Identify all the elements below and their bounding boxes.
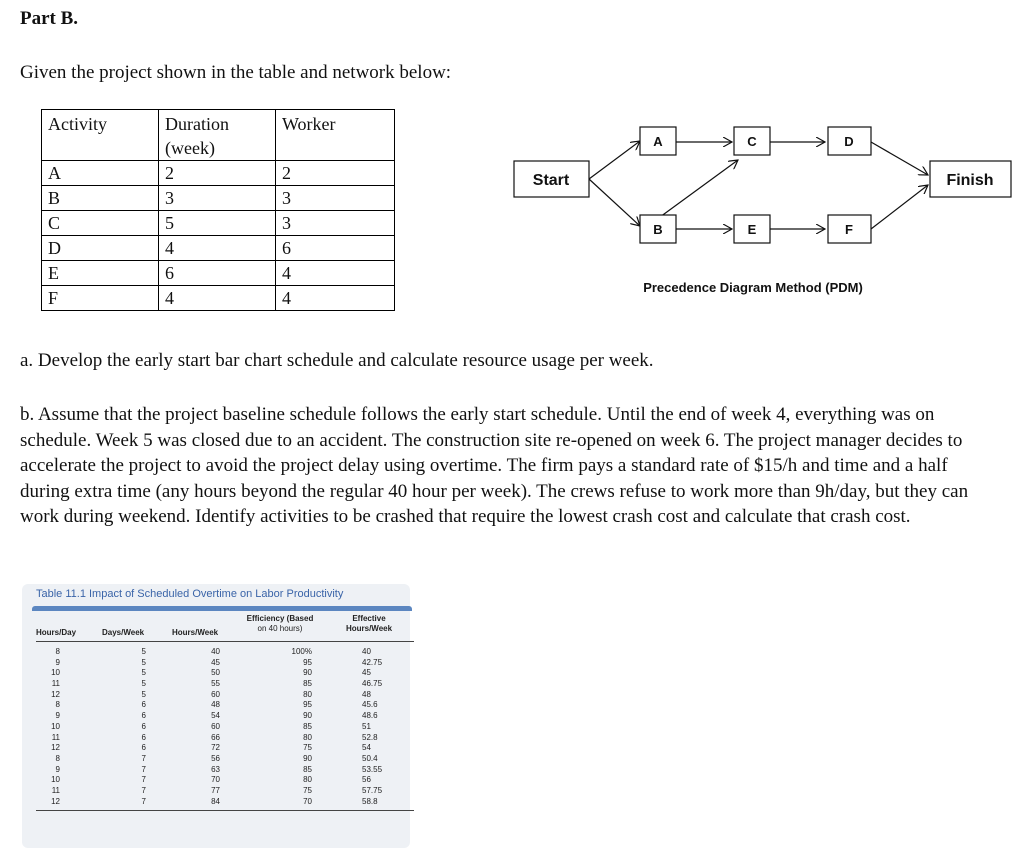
activity-table [41,109,395,311]
table-row [36,797,414,808]
cell-efficiency: 85 [303,679,312,689]
node-e-label: E [747,222,757,237]
cell-efficiency: 85 [303,764,312,774]
table-row [36,700,414,711]
cell-effective-hours: 45 [362,668,371,678]
cell-worker: 2 [276,161,395,186]
node-finish-label: Finish [946,172,994,189]
cell-efficiency: 75 [303,743,312,753]
cell-hours-week: 56 [211,753,220,763]
cell-hours-day: 12 [51,796,60,806]
cell-effective-hours: 51 [362,721,371,731]
cell-days-week: 5 [141,668,146,678]
cell-hours-week: 66 [211,732,220,742]
cell-efficiency: 85 [303,721,312,731]
table-row [42,211,395,236]
cell-days-week: 7 [141,796,146,806]
cell-hours-day: 9 [55,657,60,667]
cell-days-week: 6 [141,711,146,721]
cell-hours-day: 11 [51,785,60,795]
col-header-hours-day: Hours/Day [36,628,77,637]
header-rule [36,641,414,642]
activity-table-header [42,110,395,161]
table-body [36,647,414,807]
cell-efficiency: 90 [303,711,312,721]
col-header-efficiency-line1: Efficiency (Based [246,614,314,623]
cell-duration: 3 [159,186,276,211]
cell-duration: 4 [159,236,276,261]
node-c-label: C [747,134,757,149]
cell-duration: 5 [159,211,276,236]
header-duration [159,110,276,161]
cell-effective-hours: 40 [362,647,371,656]
cell-activity: D [42,236,159,261]
cell-days-week: 7 [141,764,146,774]
header-duration-line1: Duration [165,114,229,134]
table-row [36,668,414,679]
question-a: a. Develop the early start bar chart schedule and calculate resource usage per week. [20,350,654,371]
part-heading: Part B. [20,8,79,29]
cell-hours-week: 60 [211,689,220,699]
table-row [36,775,414,786]
cell-hours-day: 8 [55,753,60,763]
table-row [42,286,395,311]
cell-hours-week: 77 [211,785,220,795]
cell-worker: 6 [276,236,395,261]
table-accent-bar [32,606,412,611]
cell-hours-week: 55 [211,679,220,689]
cell-efficiency: 90 [303,753,312,763]
cell-efficiency: 70 [303,796,312,806]
table-caption: Table 11.1 Impact of Scheduled Overtime on Labor Productivity [36,588,344,600]
table-row [36,733,414,744]
cell-hours-week: 50 [211,668,220,678]
node-b-label: B [653,222,663,237]
cell-hours-week: 72 [211,743,220,753]
table-row [42,236,395,261]
cell-activity: C [42,211,159,236]
cell-duration: 2 [159,161,276,186]
node-f-label: F [845,222,853,237]
table-row [36,722,414,733]
table-row [36,711,414,722]
cell-effective-hours: 48 [362,689,371,699]
cell-days-week: 5 [141,689,146,699]
col-header-hours-week: Hours/Week [172,628,219,637]
cell-effective-hours: 42.75 [362,657,383,667]
cell-effective-hours: 45.6 [362,700,378,710]
cell-worker: 4 [276,261,395,286]
cell-hours-day: 8 [55,647,60,656]
cell-efficiency: 95 [303,700,312,710]
cell-days-week: 6 [141,732,146,742]
table-row [36,658,414,669]
cell-days-week: 6 [141,743,146,753]
header-worker: Worker [276,110,395,161]
cell-effective-hours: 46.75 [362,679,383,689]
footer-rule [36,810,414,811]
cell-efficiency: 80 [303,732,312,742]
cell-hours-day: 10 [51,668,60,678]
cell-hours-week: 48 [211,700,220,710]
col-header-efficiency-line2: on 40 hours) [257,624,303,633]
cell-effective-hours: 53.55 [362,764,383,774]
cell-effective-hours: 57.75 [362,785,383,795]
cell-hours-day: 12 [51,743,60,753]
cell-activity: F [42,286,159,311]
table-row [36,765,414,776]
cell-worker: 3 [276,186,395,211]
cell-hours-week: 54 [211,711,220,721]
cell-hours-day: 8 [55,700,60,710]
cell-hours-day: 9 [55,711,60,721]
cell-days-week: 6 [141,700,146,710]
cell-activity: B [42,186,159,211]
node-a-label: A [653,134,663,149]
cell-days-week: 7 [141,775,146,785]
cell-hours-week: 45 [211,657,220,667]
cell-hours-day: 11 [51,679,60,689]
col-header-efficiency [240,614,320,634]
cell-hours-week: 60 [211,721,220,731]
table-row [36,786,414,797]
node-d-label: D [844,134,854,149]
col-header-days-week: Days/Week [102,628,145,637]
cell-efficiency: 80 [303,689,312,699]
table-row [36,679,414,690]
col-header-effective-line2: Hours/Week [345,624,393,633]
table-row [36,690,414,701]
table-row [42,261,395,286]
table-row [36,754,414,765]
cell-days-week: 5 [141,679,146,689]
pdm-caption: Precedence Diagram Method (PDM) [643,280,863,295]
cell-hours-day: 10 [51,775,60,785]
question-b: b. Assume that the project baseline schedule follows the early start schedule. Until the end of week 4, everything was on schedule. Week 5 was closed due to an accident. The construction site re-opened on week 6. The project manager decides to accelerate the project to avoid the project delay using overtime. The firm pays a standard rate of $15/h and time and a half during extra time (any hours beyond the regular 40 hour per week). The crews refuse to work more than 9h/day, but they can work during weekend. Identify activities to be crashed that require the lowest crash cost and calculate that crash cost. [20,404,969,527]
cell-worker: 4 [276,286,395,311]
cell-effective-hours: 54 [362,743,371,753]
cell-duration: 6 [159,261,276,286]
table-row [36,743,414,754]
cell-hours-week: 40 [211,647,220,656]
cell-days-week: 7 [141,753,146,763]
cell-efficiency: 100% [291,647,312,656]
overtime-productivity-table [22,584,410,848]
cell-days-week: 5 [141,647,146,656]
table-row [42,186,395,211]
node-start-label: Start [532,172,570,189]
cell-hours-week: 84 [211,796,220,806]
cell-efficiency: 75 [303,785,312,795]
pdm-network-diagram [510,115,1015,305]
cell-effective-hours: 58.8 [362,796,378,806]
cell-duration: 4 [159,286,276,311]
cell-days-week: 6 [141,721,146,731]
cell-activity: A [42,161,159,186]
cell-activity: E [42,261,159,286]
cell-efficiency: 90 [303,668,312,678]
cell-efficiency: 95 [303,657,312,667]
col-header-effective-line1: Effective [352,614,386,623]
cell-days-week: 7 [141,785,146,795]
cell-efficiency: 80 [303,775,312,785]
cell-hours-day: 11 [51,732,60,742]
cell-effective-hours: 56 [362,775,371,785]
cell-hours-day: 12 [51,689,60,699]
header-activity: Activity [42,110,159,161]
col-header-effective [334,614,404,634]
cell-days-week: 5 [141,657,146,667]
table-row [36,647,414,658]
cell-effective-hours: 48.6 [362,711,378,721]
cell-effective-hours: 50.4 [362,753,378,763]
cell-hours-week: 70 [211,775,220,785]
header-duration-line2: (week) [165,138,215,158]
cell-hours-day: 10 [51,721,60,731]
cell-hours-day: 9 [55,764,60,774]
cell-effective-hours: 52.8 [362,732,378,742]
intro-text: Given the project shown in the table and network below: [20,62,452,83]
table-row [42,161,395,186]
cell-worker: 3 [276,211,395,236]
cell-hours-week: 63 [211,764,220,774]
